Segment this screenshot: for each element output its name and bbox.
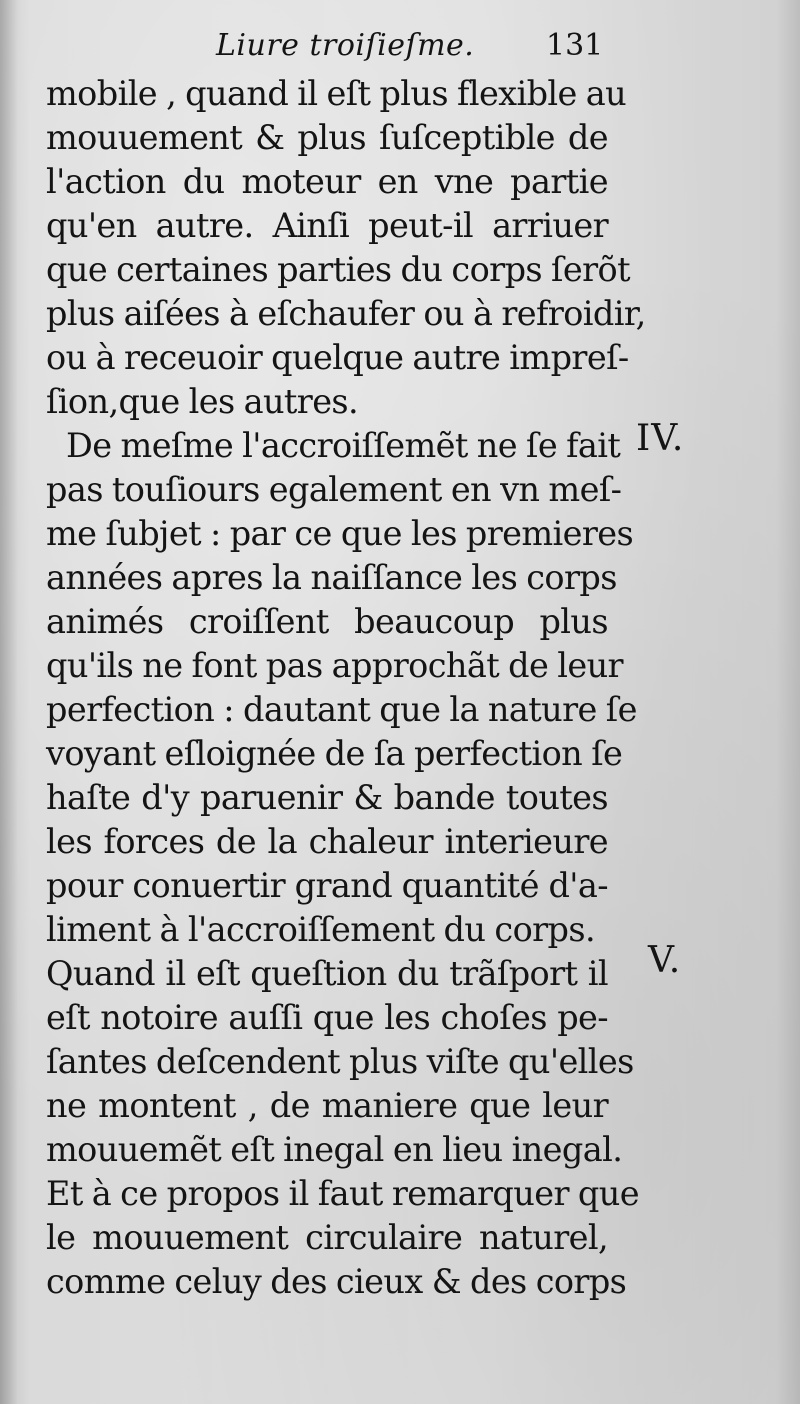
text-line: l'action du moteur en vne partie <box>46 162 608 201</box>
text-line: années apres la naiſſance les corps <box>46 558 617 597</box>
text-line: plus aiſées à eſchaufer ou à refroidir, <box>46 294 646 333</box>
running-head <box>0 28 800 72</box>
text-line: Quand il eſt queſtion du trãſport il <box>46 954 608 993</box>
text-line: comme celuy des cieux & des corps <box>46 1262 627 1301</box>
text-line: Et à ce propos il faut remarquer que <box>46 1174 639 1213</box>
paragraph-3 <box>46 952 639 1304</box>
text-line: voyant eſloignée de ſa perfection ſe <box>46 734 623 773</box>
text-line: qu'en autre. Ainſi peut-il arriuer <box>46 206 608 245</box>
text-line: ou à receuoir quelque autre impreſ- <box>46 338 629 377</box>
text-line: ne montent , de maniere que leur <box>46 1086 608 1125</box>
text-line: pour conuertir grand quantité d'a- <box>46 866 608 905</box>
text-line: animés croiſſent beaucoup plus <box>46 602 608 641</box>
text-line: perfection : dautant que la nature ſe <box>46 690 637 729</box>
text-line: le mouuement circulaire naturel, <box>46 1218 608 1257</box>
text-line: De meſme l'accroiſſemẽt ne ſe fait <box>66 426 621 465</box>
text-line: ſion,que les autres. <box>46 382 359 421</box>
text-line: les forces de la chaleur interieure <box>46 822 608 861</box>
text-line: me ſubjet : par ce que les premieres <box>46 514 634 553</box>
text-line: liment à l'accroiſſement du corps. <box>46 910 596 949</box>
body-text <box>46 72 646 1304</box>
text-line: eſt notoire auſſi que les choſes pe- <box>46 998 608 1037</box>
page-number: 131 <box>546 28 604 63</box>
text-line: que certaines parties du corps ſerõt <box>46 250 630 289</box>
text-line: mouuemẽt eſt inegal en lieu inegal. <box>46 1130 623 1169</box>
text-line: pas touſiours egalement en vn meſ- <box>46 470 622 509</box>
marginal-numeral-v: V. <box>648 940 682 981</box>
running-head-title: Liure troiſieſme. <box>216 28 475 63</box>
paragraph-2 <box>46 424 637 952</box>
text-line: ſantes deſcendent plus viſte qu'elles <box>46 1042 634 1081</box>
text-line: haſte d'y paruenir & bande toutes <box>46 778 608 817</box>
binding-shadow <box>0 0 18 1404</box>
text-line: mobile , quand il eſt plus flexible au <box>46 74 627 113</box>
paragraph-1 <box>46 72 646 424</box>
marginal-numeral-iv: IV. <box>636 418 685 459</box>
text-line: qu'ils ne font pas approchãt de leur <box>46 646 623 685</box>
text-line: mouuement & plus ſuſceptible de <box>46 118 608 157</box>
